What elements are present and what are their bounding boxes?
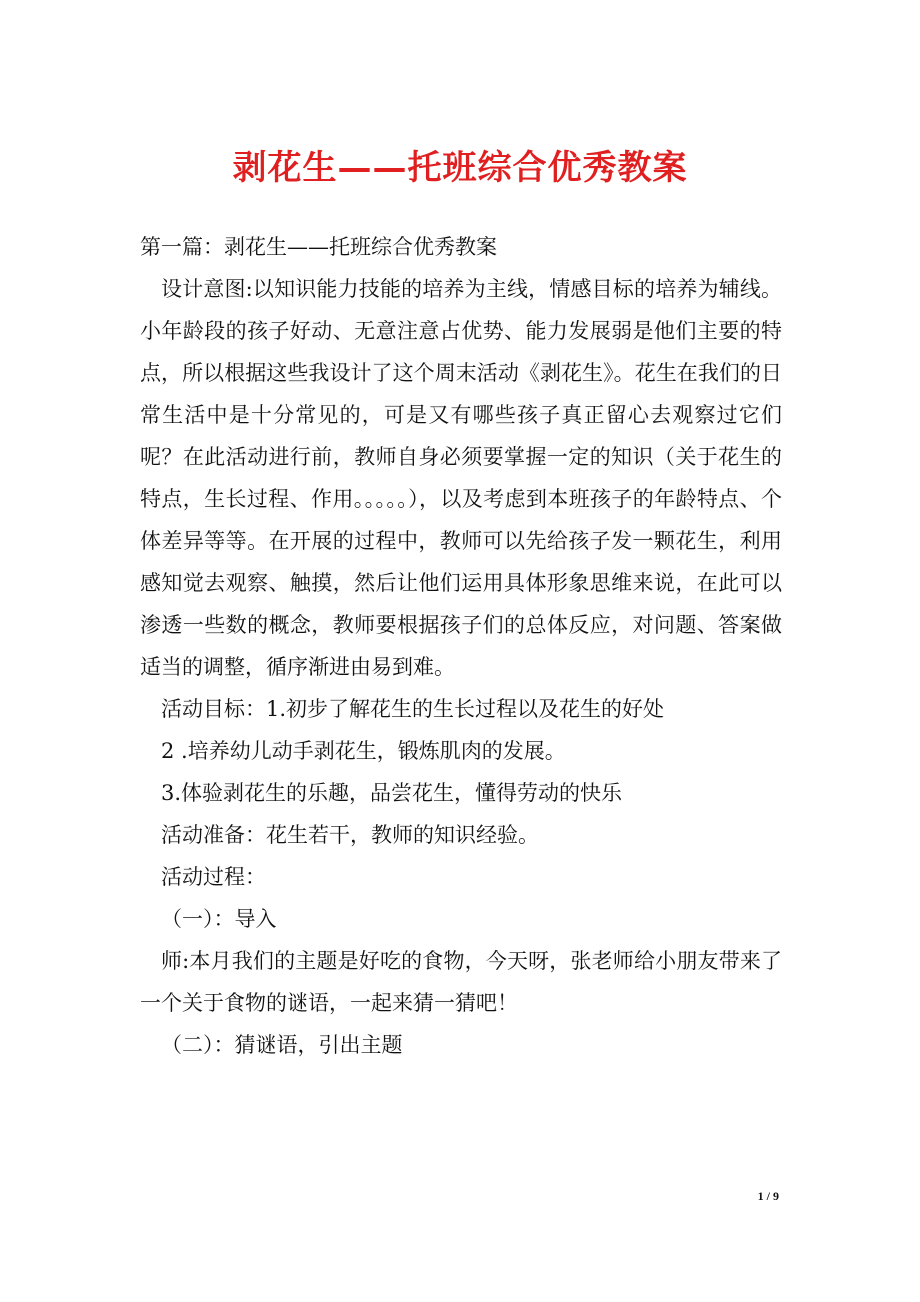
page-number: 1 / 9 [757,1189,779,1203]
section-heading: 第一篇：剥花生——托班综合优秀教案 [140,235,497,259]
step-2-heading: （二）：猜谜语，引出主题 [161,1033,403,1057]
teacher-intro-paragraph: 师:本月我们的主题是好吃的食物，今天呀，张老师给小朋友带来了一个关于食物的谜语，一起来猜一猜吧！ [140,949,782,1015]
document-body [140,226,782,1066]
activity-goal-1: 活动目标：1.初步了解花生的生长过程以及花生的好处 [161,697,665,721]
activity-goal-3: 3.体验剥花生的乐趣，品尝花生，懂得劳动的快乐 [161,781,623,805]
document-title: 剥花生——托班综合优秀教案 [232,148,688,188]
activity-preparation: 活动准备：花生若干，教师的知识经验。 [161,823,539,847]
design-intent-paragraph: 设计意图:以知识能力技能的培养为主线，情感目标的培养为辅线。小年龄段的孩子好动、无意注意占优势、能力发展弱是他们主要的特点，所以根据这些我设计了这个周末活动《剥花生》。花生在我们的日常生活中是十分常见的，可是又有哪些孩子真正留心去观察过它们呢？在此活动进行前，教师自身必须要掌握一定的知识（关于花生的特点，生长过程、作用。。。。。），以及考虑到本班孩子的年龄特点、个体差异等等。在开展的过程中，教师可以先给孩子发一颗花生，利用感知觉去观察、触摸，然后让他们运用具体形象思维来说，在此可以渗透一些数的概念，教师要根据孩子们的总体反应，对问题、答案做适当的调整，循序渐进由易到难。 [140,277,782,679]
step-1-heading: （一）：导入 [161,907,277,931]
activity-goal-2: 2 .培养幼儿动手剥花生，锻炼肌肉的发展。 [161,739,566,763]
activity-process-heading: 活动过程： [161,865,266,889]
